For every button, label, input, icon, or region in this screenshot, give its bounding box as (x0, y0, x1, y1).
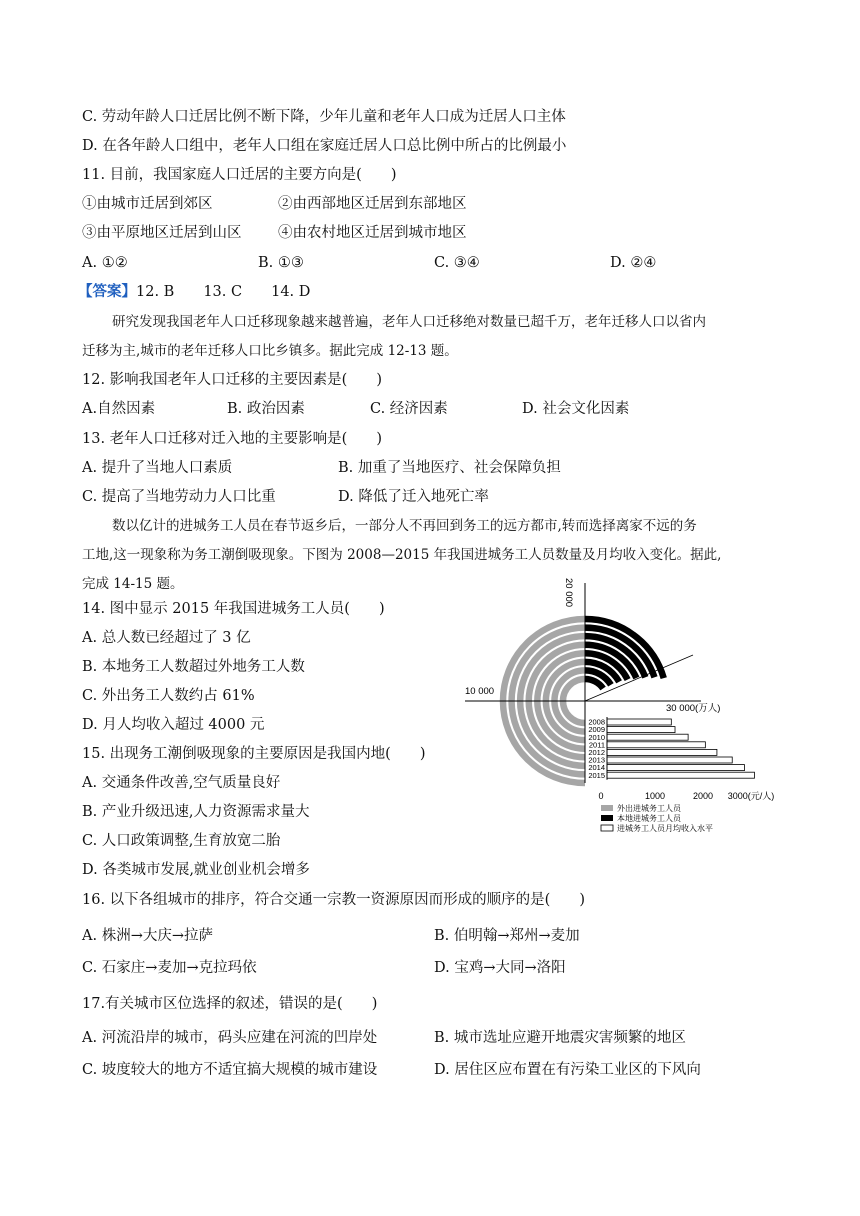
q13-option-c: C. 提高了当地劳动力人口比重 (82, 489, 276, 505)
q17-option-d: D. 居住区应布置在有污染工业区的下风向 (434, 1062, 701, 1078)
year-label-2012: 2012 (588, 748, 605, 757)
q15-option-b: B. 产业升级迅速,人力资源需求量大 (82, 804, 310, 820)
income-bars (588, 717, 754, 780)
q16-option-c: C. 石家庄→麦加→克拉玛依 (82, 960, 257, 976)
q11-option-b: B. ①③ (258, 255, 304, 271)
income-bar-2011 (607, 742, 705, 748)
answer-line (78, 282, 310, 302)
income-tick-3: 3000(元/人) (727, 791, 775, 801)
legend-label-local: 本地进城务工人员 (617, 814, 681, 823)
q17-stem: 17.有关城市区位选择的叙述，错误的是( ) (82, 996, 378, 1012)
year-label-2009: 2009 (588, 725, 605, 735)
income-bar-2014 (607, 765, 744, 771)
income-ticks (598, 790, 774, 801)
q11-option-c: C. ③④ (434, 255, 480, 271)
q13-stem: 13. 老年人口迁移对迁入地的主要影响是( ) (82, 431, 382, 447)
passage1-line2: 迁移为主,城市的老年迁移人口比乡镇多。据此完成 12-13 题。 (82, 343, 458, 359)
q11-stem: 11. 目前，我国家庭人口迁居的主要方向是( ) (82, 167, 397, 183)
legend-label-income: 进城务工人员月均收入水平 (617, 824, 713, 833)
q17-option-c: C. 坡度较大的地方不适宜搞大规模的城市建设 (82, 1062, 378, 1078)
year-label-2015: 2015 (588, 770, 605, 780)
q11-item-2: ②由西部地区迁居到东部地区 (278, 196, 467, 212)
q10-option-d: D. 在各年龄人口组中，老年人口组在家庭迁居人口总比例中所占的比例最小 (82, 138, 567, 154)
q14-stem: 14. 图中显示 2015 年我国进城务工人员( ) (82, 601, 385, 617)
answer-text: 12. B 13. C 14. D (136, 284, 311, 300)
q17-option-b: B. 城市选址应避开地震灾害频繁的地区 (434, 1030, 686, 1046)
q16-option-a: A. 株洲→大庆→拉萨 (82, 928, 213, 944)
q11-option-a: A. ①② (82, 255, 128, 271)
q13-option-d: D. 降低了迁入地死亡率 (338, 489, 489, 505)
q11-option-d: D. ②④ (610, 255, 657, 271)
income-bar-2008 (607, 719, 671, 725)
axis-label-right: 30 000(万人) (666, 703, 721, 714)
income-bar-2010 (607, 734, 688, 740)
q14-option-d: D. 月人均收入超过 4000 元 (82, 717, 265, 733)
q10-option-c: C. 劳动年龄人口迁居比例不断下降，少年儿童和老年人口成为迁居人口主体 (82, 109, 566, 125)
year-label-2013: 2013 (588, 755, 605, 765)
year-label-2011: 2011 (588, 740, 605, 750)
legend-swatch-local (601, 815, 613, 821)
ring-local-2008 (585, 679, 603, 688)
q16-option-b: B. 伯明翰→郑州→麦加 (434, 928, 580, 944)
income-tick-2: 2000 (692, 791, 714, 801)
q15-option-d: D. 各类城市发展,就业创业机会增多 (82, 862, 310, 878)
q12-option-c: C. 经济因素 (370, 401, 448, 417)
legend-swatch-outside (601, 805, 613, 811)
q12-option-b: B. 政治因素 (227, 401, 305, 417)
year-label-2014: 2014 (588, 763, 605, 773)
q13-option-b: B. 加重了当地医疗、社会保障负担 (338, 460, 561, 476)
axis-label-top: 20 000 (563, 578, 574, 608)
q15-option-a: A. 交通条件改善,空气质量良好 (82, 775, 281, 791)
q15-stem: 15. 出现务工潮倒吸现象的主要原因是我国内地( ) (82, 746, 426, 762)
passage2-line1: 数以亿计的进城务工人员在春节返乡后，一部分人不再回到务工的远方都市,转而选择离家不远的务 (112, 518, 697, 534)
passage1-line1: 研究发现我国老年人口迁移现象越来越普遍，老年人口迁移绝对数量已超千万，老年迁移人口以省内 (112, 314, 706, 330)
q11-item-3: ③由平原地区迁居到山区 (82, 225, 242, 241)
axis-label-left: 10 000 (465, 686, 495, 697)
q12-option-a: A.自然因素 (82, 401, 156, 417)
answer-tag: 【答案】 (78, 283, 136, 300)
passage2-line3: 完成 14-15 题。 (82, 576, 184, 592)
income-bar-2009 (607, 727, 675, 733)
q11-item-4: ④由农村地区迁居到城市地区 (278, 225, 467, 241)
income-bar-2013 (607, 757, 732, 763)
year-label-2008: 2008 (588, 717, 605, 727)
legend-label-outside: 外出进城务工人员 (617, 804, 681, 813)
q15-option-c: C. 人口政策调整,生育放宽二胎 (82, 833, 281, 849)
q13-option-a: A. 提升了当地人口素质 (82, 460, 233, 476)
q14-option-b: B. 本地务工人数超过外地务工人数 (82, 659, 305, 675)
q11-item-1: ①由城市迁居到郊区 (82, 196, 213, 212)
chart-legend (601, 803, 713, 833)
income-tick-0: 0 (598, 791, 604, 801)
passage2-line2: 工地,这一现象称为务工潮倒吸现象。下图为 2008—2015 年我国进城务工人员数量及月均收入变化。据此, (82, 547, 722, 563)
income-tick-1: 1000 (644, 791, 666, 801)
q17-option-a: A. 河流沿岸的城市，码头应建在河流的凹岸处 (82, 1030, 378, 1046)
q16-stem: 16. 以下各组城市的排序，符合交通一宗教一资源原因而形成的顺序的是( ) (82, 892, 585, 908)
year-label-2010: 2010 (588, 732, 605, 742)
income-bar-2012 (607, 749, 717, 755)
q12-option-d: D. 社会文化因素 (522, 401, 630, 417)
q14-option-c: C. 外出务工人数约占 61% (82, 688, 255, 704)
legend-swatch-income (601, 825, 613, 831)
q12-stem: 12. 影响我国老年人口迁移的主要因素是( ) (82, 372, 382, 388)
q16-option-d: D. 宝鸡→大同→洛阳 (434, 960, 566, 976)
income-bar-2015 (607, 772, 754, 778)
q14-option-a: A. 总人数已经超过了 3 亿 (82, 630, 251, 646)
worker-chart (455, 575, 825, 840)
